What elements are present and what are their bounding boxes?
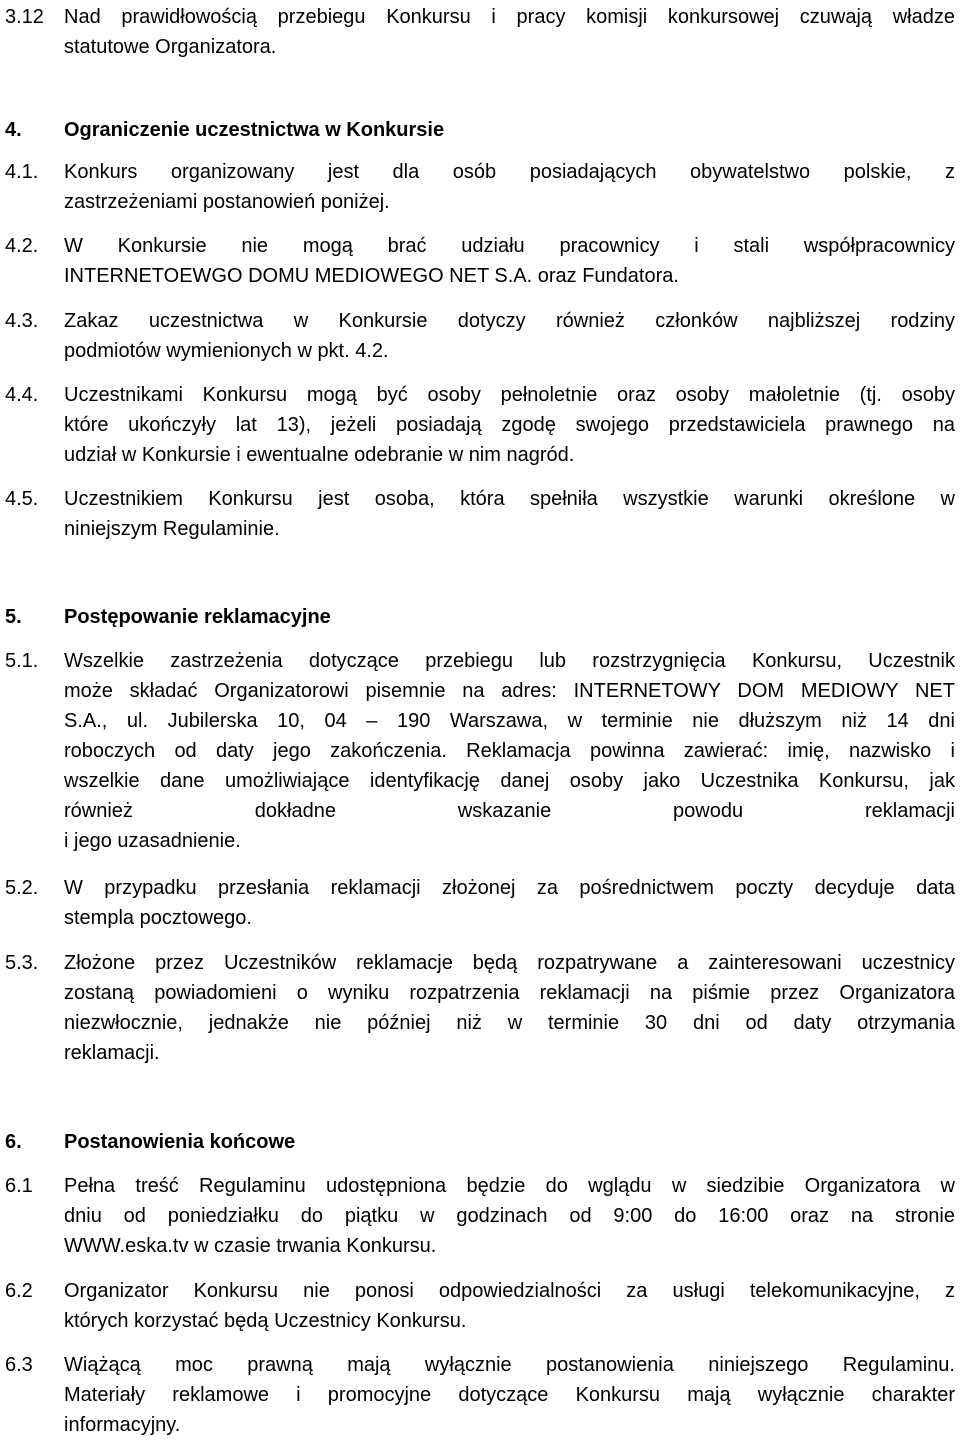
text-line: Postanowienia końcowe: [64, 1131, 296, 1153]
paragraph-number: 5.3.: [5, 952, 39, 974]
paragraph-number: 4.3.: [5, 310, 39, 332]
paragraph-text: [64, 1276, 955, 1336]
text-line: które ukończyły lat 13), jeżeli posiadają zgodę swojego przedstawiciela prawnego na: [64, 414, 955, 436]
paragraph-text: [64, 646, 955, 856]
text-line: W Konkursie nie mogą brać udziału pracownicy i stali współpracownicy: [64, 235, 955, 257]
paragraph-text: [64, 231, 955, 291]
text-line: S.A., ul. Jubilerska 10, 04 – 190 Warszawa, w terminie nie dłuższym niż 14 dni: [64, 710, 955, 732]
section-title: [64, 602, 955, 632]
text-line: może składać Organizatorowi pisemnie na adres: INTERNETOWY DOM MEDIOWY NET: [64, 680, 955, 702]
text-line: Materiały reklamowe i promocyjne dotyczące Konkursu mają wyłącznie charakter: [64, 1384, 955, 1406]
text-line: Ograniczenie uczestnictwa w Konkursie: [64, 119, 445, 141]
paragraph-number: 4.5.: [5, 488, 39, 510]
text-line: Wiążącą moc prawną mają wyłącznie postanowienia niniejszego Regulaminu.: [64, 1354, 955, 1376]
text-line: Nad prawidłowością przebiegu Konkursu i pracy komisji konkursowej czuwają władze: [64, 6, 955, 28]
text-line: Zakaz uczestnictwa w Konkursie dotyczy również członków najbliższej rodziny: [64, 310, 955, 332]
text-line: zostaną powiadomieni o wyniku rozpatrzenia reklamacji na piśmie przez Organizatora: [64, 982, 955, 1004]
paragraph-text: [64, 157, 955, 217]
text-line: wszelkie dane umożliwiające identyfikację danej osoby jako Uczestnika Konkursu, jak: [64, 770, 955, 792]
section-number: 4.: [5, 119, 22, 141]
paragraph-text: [64, 948, 955, 1068]
text-line: Uczestnikiem Konkursu jest osoba, która spełniła wszystkie warunki określone w: [64, 488, 955, 510]
text-line: niniejszym Regulaminie.: [64, 518, 280, 540]
text-line: niezwłocznie, jednakże nie później niż w terminie 30 dni od daty otrzymania: [64, 1012, 955, 1034]
section-number: 6.: [5, 1131, 22, 1153]
text-line: W przypadku przesłania reklamacji złożonej za pośrednictwem poczty decyduje data: [64, 877, 955, 899]
text-line: reklamacji.: [64, 1042, 160, 1064]
paragraph-number: 3.12: [5, 6, 44, 28]
text-line: statutowe Organizatora.: [64, 36, 277, 58]
paragraph-text: [64, 1350, 955, 1440]
paragraph-number: 5.1.: [5, 650, 39, 672]
paragraph-number: 4.2.: [5, 235, 39, 257]
text-line: których korzystać będą Uczestnicy Konkursu.: [64, 1310, 467, 1332]
text-line: zastrzeżeniami postanowień poniżej.: [64, 191, 390, 213]
text-line: informacyjny.: [64, 1414, 181, 1436]
text-line: udział w Konkursie i ewentualne odebranie w nim nagród.: [64, 444, 575, 466]
text-line: roboczych od daty jego zakończenia. Reklamacja powinna zawierać: imię, nazwisko i: [64, 740, 955, 762]
paragraph-text: [64, 873, 955, 933]
text-line: i jego uzasadnienie.: [64, 830, 241, 852]
text-line: również dokładne wskazanie powodu reklamacji: [64, 800, 955, 822]
paragraph-text: [64, 484, 955, 544]
section-title: [64, 1127, 955, 1157]
paragraph-number: 6.2: [5, 1280, 33, 1302]
paragraph-number: 5.2.: [5, 877, 39, 899]
paragraph-number: 4.1.: [5, 161, 39, 183]
text-line: INTERNETOEWGO DOMU MEDIOWEGO NET S.A. oraz Fundatora.: [64, 265, 679, 287]
text-line: Konkurs organizowany jest dla osób posiadających obywatelstwo polskie, z: [64, 161, 955, 183]
text-line: WWW.eska.tv w czasie trwania Konkursu.: [64, 1235, 437, 1257]
section-number: 5.: [5, 606, 22, 628]
paragraph-text: [64, 1171, 955, 1261]
paragraph-number: 6.3: [5, 1354, 33, 1376]
text-line: dniu od poniedziałku do piątku w godzinach od 9:00 do 16:00 oraz na stronie: [64, 1205, 955, 1227]
paragraph-number: 4.4.: [5, 384, 39, 406]
text-line: Postępowanie reklamacyjne: [64, 606, 331, 628]
text-line: Złożone przez Uczestników reklamacje będą rozpatrywane a zainteresowani uczestnicy: [64, 952, 955, 974]
paragraph-text: [64, 2, 955, 62]
paragraph-text: [64, 306, 955, 366]
text-line: Organizator Konkursu nie ponosi odpowiedzialności za usługi telekomunikacyjne, z: [64, 1280, 955, 1302]
paragraph-text: [64, 380, 955, 470]
text-line: podmiotów wymienionych w pkt. 4.2.: [64, 340, 389, 362]
text-line: Uczestnikami Konkursu mogą być osoby pełnoletnie oraz osoby małoletnie (tj. osoby: [64, 384, 955, 406]
section-title: [64, 115, 955, 145]
text-line: stempla pocztowego.: [64, 907, 252, 929]
text-line: Pełna treść Regulaminu udostępniona będzie do wglądu w siedzibie Organizatora w: [64, 1175, 955, 1197]
text-line: Wszelkie zastrzeżenia dotyczące przebiegu lub rozstrzygnięcia Konkursu, Uczestnik: [64, 650, 955, 672]
paragraph-number: 6.1: [5, 1175, 33, 1197]
